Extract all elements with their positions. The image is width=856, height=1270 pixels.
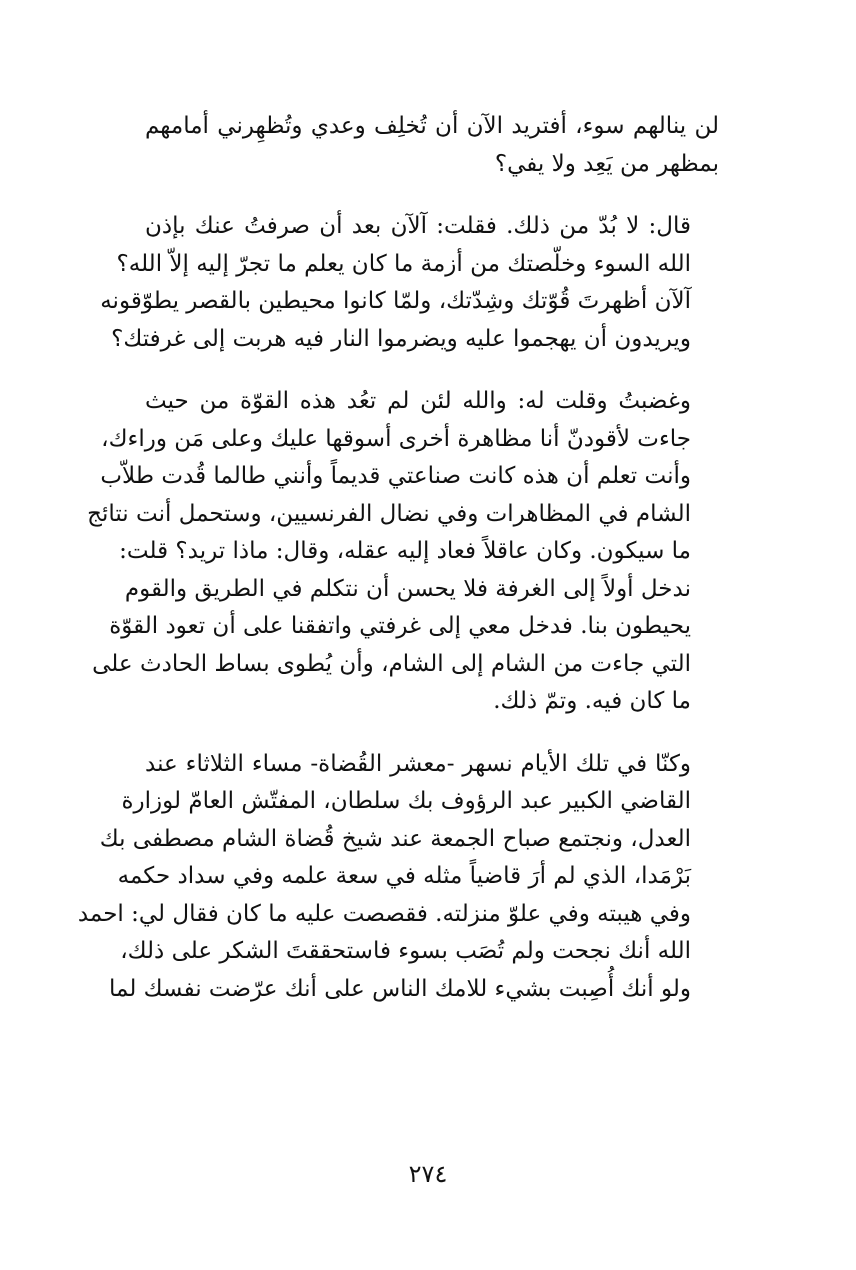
text-line: قال: لا بُدّ من ذلك. فقلت: آلآن بعد أن صرفتُ عنك بإذن bbox=[145, 213, 691, 239]
text-line: وكنّا في تلك الأيام نسهر -معشر القُضاة- مساء الثلاثاء عند bbox=[145, 750, 691, 777]
paragraph-1 bbox=[145, 108, 719, 183]
text-line: ما كان فيه. وتمّ ذلك. bbox=[493, 688, 691, 714]
body-text bbox=[77, 108, 719, 1033]
text-line: يحيطون بنا. فدخل معي إلى غرفتي واتفقنا على أن تعود القوّة bbox=[109, 613, 691, 639]
text-line: التي جاءت من الشام إلى الشام، وأن يُطوى بساط الحادث على bbox=[92, 650, 691, 677]
text-line: الله السوء وخلّصتك من أزمة ما كان يعلم ما تجرّ إليه إلاّ الله؟ bbox=[116, 250, 691, 277]
text-line: وأنت تعلم أن هذه كانت صناعتي قديماً وأنني طالما قُدت طلاّب bbox=[100, 463, 691, 489]
text-line: ولو أنك أُصِبت بشيء للامك الناس على أنك عرّضت نفسك لما bbox=[109, 975, 691, 1002]
text-line: ما سيكون. وكان عاقلاً فعاد إليه عقله، وقال: ماذا تريد؟ قلت: bbox=[119, 538, 691, 564]
text-line: آلآن أظهرتَ قُوّتك وشِدّتك، ولمّا كانوا محيطين بالقصر يطوّقونه bbox=[100, 288, 691, 314]
text-line: الله أنك نجحت ولم تُصَب بسوء فاستحققتَ الشكر على ذلك، bbox=[120, 938, 691, 964]
text-line: بمظهر من يَعِد ولا يفي؟ bbox=[494, 150, 719, 177]
paragraph-3 bbox=[87, 383, 719, 721]
page-number: ٢٧٤ bbox=[408, 1160, 448, 1188]
paragraph-4 bbox=[77, 746, 719, 1009]
paragraph-2 bbox=[100, 208, 719, 358]
text-line: لن ينالهم سوء، أفتريد الآن أن تُخلِف وعدي وتُظهِرني أمامهم bbox=[145, 113, 719, 139]
text-line: وفي هيبته وفي علوّ منزلته. فقصصت عليه ما كان فقال لي: احمد bbox=[77, 900, 691, 927]
text-line: العدل، ونجتمع صباح الجمعة عند شيخ قُضاة الشام مصطفى بك bbox=[99, 825, 691, 852]
text-line: وغضبتُ وقلت له: والله لئن لم تعُد هذه القوّة من حيث bbox=[145, 388, 691, 414]
text-line: القاضي الكبير عبد الرؤوف بك سلطان، المفتّش العامّ لوزارة bbox=[121, 788, 691, 814]
text-line: بَرْمَدا، الذي لم أرَ قاضياً مثله في سعة علمه وفي سداد حكمه bbox=[117, 863, 691, 889]
text-line: الشام في المظاهرات وفي نضال الفرنسيين، وستحمل أنت نتائج bbox=[87, 500, 691, 527]
text-line: ويريدون أن يهجموا عليه ويضرموا النار فيه هربت إلى غرفتك؟ bbox=[111, 325, 691, 352]
text-line: ندخل أولاً إلى الغرفة فلا يحسن أن نتكلم في الطريق والقوم bbox=[124, 575, 691, 602]
text-line: جاءت لأقودنّ أنا مظاهرة أخرى أسوقها عليك وعلى مَن وراءك، bbox=[101, 425, 691, 452]
